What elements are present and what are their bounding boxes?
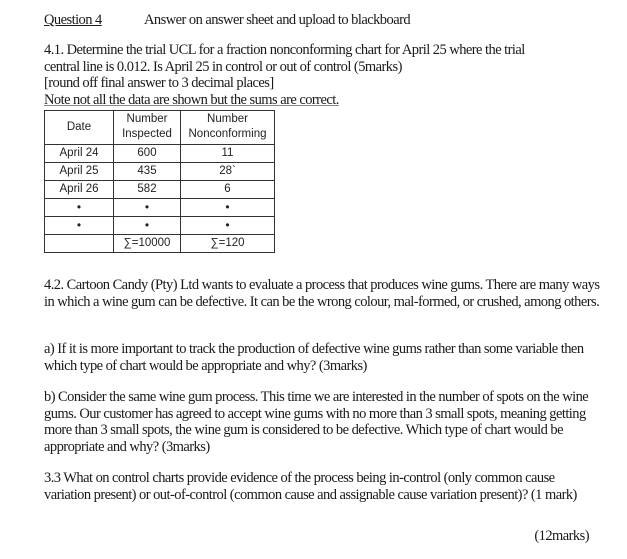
- cell-inspected: 600: [114, 145, 181, 163]
- total-marks: (12marks): [534, 528, 589, 544]
- question-label: Question 4: [44, 12, 102, 28]
- cell-date: April 24: [45, 145, 114, 163]
- bullet-icon: •: [181, 199, 275, 217]
- q41-line2: central line is 0.012. Is April 25 in control or out of control (5marks): [44, 58, 402, 75]
- bullet-icon: •: [45, 217, 114, 235]
- question-3-3: 3.3 What on control charts provide evidence of the process being in-control (only common cause variation present) or out-of-control (common cause and assignable cause variation present)? (1 mark): [44, 470, 577, 503]
- cell-nonconforming: 6: [181, 181, 275, 199]
- q41-line4: Note not all the data are shown but the sums are correct.: [44, 91, 339, 108]
- sum-inspected: ∑=10000: [114, 235, 181, 253]
- question-4-1: [44, 42, 604, 108]
- question-header: [44, 12, 411, 29]
- bullet-icon: •: [181, 217, 275, 235]
- header-inspected: Number Inspected: [114, 111, 181, 145]
- question-4-2-intro: 4.2. Cartoon Candy (Pty) Ltd wants to evaluate a process that produces wine gums. There are many ways in which a wine gum can be defective. It can be the wrong colour, mal-formed, or crushed, among others.: [44, 277, 600, 310]
- table-row-ellipsis: [45, 217, 275, 235]
- question-4-2-a: a) If it is more important to track the production of defective wine gums rather than some variable then which type of chart would be appropriate and why? (3marks): [44, 341, 584, 374]
- table-row-ellipsis: [45, 199, 275, 217]
- instruction-text: Answer on answer sheet and upload to blackboard: [144, 12, 411, 28]
- table-sum-row: [45, 235, 275, 253]
- header-nonconforming: Number Nonconforming: [181, 111, 275, 145]
- bullet-icon: •: [114, 199, 181, 217]
- q41-line3: [round off final answer to 3 decimal places]: [44, 75, 274, 91]
- cell-nonconforming: 11: [181, 145, 275, 163]
- header-date: Date: [45, 111, 114, 145]
- cell-date: April 26: [45, 181, 114, 199]
- cell-date: April 25: [45, 163, 114, 181]
- data-table: [44, 110, 275, 253]
- table-row: [45, 181, 275, 199]
- cell-inspected: 582: [114, 181, 181, 199]
- table-row: [45, 163, 275, 181]
- sum-nonconforming: ∑=120: [181, 235, 275, 253]
- cell-inspected: 435: [114, 163, 181, 181]
- table-row: [45, 145, 275, 163]
- cell-empty: [45, 235, 114, 253]
- table-header-row: [45, 111, 275, 145]
- question-4-2-b: b) Consider the same wine gum process. This time we are interested in the number of spots on the wine gums. Our customer has agreed to accept wine gums with no more than 3 small spots, meaning getting more than 3 small spots, the wine gum is considered to be defective. Which type of chart would be appropriate and why? (3marks): [44, 389, 589, 455]
- cell-nonconforming: 28`: [181, 163, 275, 181]
- bullet-icon: •: [114, 217, 181, 235]
- q41-line1: 4.1. Determine the trial UCL for a fraction nonconforming chart for April 25 where the trial: [44, 42, 525, 58]
- bullet-icon: •: [45, 199, 114, 217]
